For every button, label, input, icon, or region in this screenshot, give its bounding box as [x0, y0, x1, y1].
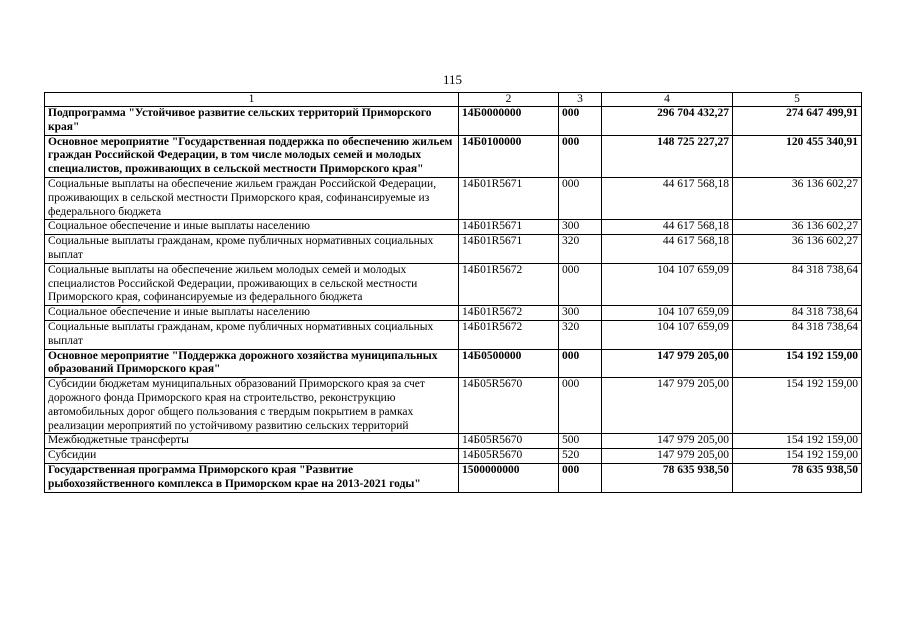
row-name: Основное мероприятие "Поддержка дорожного хозяйства муниципальных образований Приморского края"	[45, 349, 459, 378]
table-row	[45, 107, 862, 136]
row-code: 14Б0100000	[459, 135, 559, 177]
row-code: 14Б01R5671	[459, 177, 559, 219]
row-name: Государственная программа Приморского края "Развитие рыбохозяйственного комплекса в Приморском крае на 2013-2021 годы"	[45, 463, 459, 492]
table-row	[45, 177, 862, 219]
row-sum-1: 147 979 205,00	[602, 349, 733, 378]
row-vr: 000	[559, 107, 602, 136]
row-sum-2: 84 318 738,64	[733, 306, 862, 321]
row-code: 14Б01R5672	[459, 306, 559, 321]
table-row	[45, 434, 862, 449]
row-sum-1: 296 704 432,27	[602, 107, 733, 136]
row-code: 14Б05R5670	[459, 434, 559, 449]
row-sum-2: 36 136 602,27	[733, 177, 862, 219]
row-vr: 300	[559, 220, 602, 235]
row-code: 14Б01R5671	[459, 220, 559, 235]
budget-table	[44, 92, 862, 493]
row-name: Подпрограмма "Устойчивое развитие сельских территорий Приморского края"	[45, 107, 459, 136]
row-vr: 520	[559, 449, 602, 464]
row-name: Социальные выплаты гражданам, кроме публичных нормативных социальных выплат	[45, 320, 459, 349]
row-name: Субсидии бюджетам муниципальных образований Приморского края за счет дорожного фонда Приморского края на строительство, реконструкцию автомобильных дорог общего пользования с твердым покрытием в рамках реализации мероприятий по устойчивому развитию сельских территорий	[45, 378, 459, 434]
row-sum-1: 78 635 938,50	[602, 463, 733, 492]
row-sum-2: 84 318 738,64	[733, 263, 862, 305]
row-sum-1: 104 107 659,09	[602, 320, 733, 349]
table-row	[45, 235, 862, 264]
row-name: Субсидии	[45, 449, 459, 464]
row-vr: 500	[559, 434, 602, 449]
row-code: 14Б0000000	[459, 107, 559, 136]
row-sum-1: 147 979 205,00	[602, 449, 733, 464]
row-vr: 000	[559, 263, 602, 305]
row-vr: 000	[559, 349, 602, 378]
row-name: Межбюджетные трансферты	[45, 434, 459, 449]
row-sum-2: 154 192 159,00	[733, 449, 862, 464]
table-row	[45, 220, 862, 235]
table-row	[45, 306, 862, 321]
row-sum-2: 154 192 159,00	[733, 434, 862, 449]
row-vr: 320	[559, 320, 602, 349]
row-sum-1: 147 979 205,00	[602, 434, 733, 449]
row-name: Основное мероприятие "Государственная поддержка по обеспечению жильем граждан Российской Федерации, в том числе молодых семей и молодых специалистов, проживающих в сельской местности Приморского края"	[45, 135, 459, 177]
row-code: 14Б05R5670	[459, 378, 559, 434]
table-row	[45, 349, 862, 378]
row-code: 14Б01R5671	[459, 235, 559, 264]
row-name: Социальное обеспечение и иные выплаты населению	[45, 220, 459, 235]
row-sum-1: 44 617 568,18	[602, 177, 733, 219]
row-code: 14Б05R5670	[459, 449, 559, 464]
row-sum-2: 120 455 340,91	[733, 135, 862, 177]
row-sum-1: 148 725 227,27	[602, 135, 733, 177]
row-vr: 300	[559, 306, 602, 321]
row-vr: 320	[559, 235, 602, 264]
row-sum-1: 147 979 205,00	[602, 378, 733, 434]
table-header-row	[45, 93, 862, 107]
row-sum-1: 104 107 659,09	[602, 306, 733, 321]
row-code: 14Б01R5672	[459, 320, 559, 349]
row-vr: 000	[559, 378, 602, 434]
row-vr: 000	[559, 177, 602, 219]
row-sum-2: 78 635 938,50	[733, 463, 862, 492]
table-row	[45, 263, 862, 305]
row-name: Социальные выплаты на обеспечение жильем молодых семей и молодых специалистов Российской Федерации, проживающих в сельской местности Приморского края, софинансируемые из федерального бюджета	[45, 263, 459, 305]
row-name: Социальное обеспечение и иные выплаты населению	[45, 306, 459, 321]
row-sum-2: 84 318 738,64	[733, 320, 862, 349]
row-code: 14Б0500000	[459, 349, 559, 378]
table-row	[45, 378, 862, 434]
row-sum-2: 154 192 159,00	[733, 349, 862, 378]
row-sum-1: 104 107 659,09	[602, 263, 733, 305]
column-header-name: 1	[45, 93, 459, 107]
column-header-vr: 3	[559, 93, 602, 107]
row-sum-1: 44 617 568,18	[602, 220, 733, 235]
row-code: 14Б01R5672	[459, 263, 559, 305]
table-row	[45, 449, 862, 464]
row-code: 1500000000	[459, 463, 559, 492]
row-name: Социальные выплаты на обеспечение жильем граждан Российской Федерации, проживающих в сельской местности Приморского края, софинансируемые из федерального бюджета	[45, 177, 459, 219]
column-header-sum1: 4	[602, 93, 733, 107]
row-name: Социальные выплаты гражданам, кроме публичных нормативных социальных выплат	[45, 235, 459, 264]
row-vr: 000	[559, 463, 602, 492]
page-number: 115	[442, 72, 463, 87]
row-vr: 000	[559, 135, 602, 177]
column-header-code: 2	[459, 93, 559, 107]
row-sum-1: 44 617 568,18	[602, 235, 733, 264]
table-row	[45, 463, 862, 492]
column-header-sum2: 5	[733, 93, 862, 107]
row-sum-2: 274 647 499,91	[733, 107, 862, 136]
row-sum-2: 36 136 602,27	[733, 220, 862, 235]
table-row	[45, 135, 862, 177]
row-sum-2: 36 136 602,27	[733, 235, 862, 264]
row-sum-2: 154 192 159,00	[733, 378, 862, 434]
table-row	[45, 320, 862, 349]
